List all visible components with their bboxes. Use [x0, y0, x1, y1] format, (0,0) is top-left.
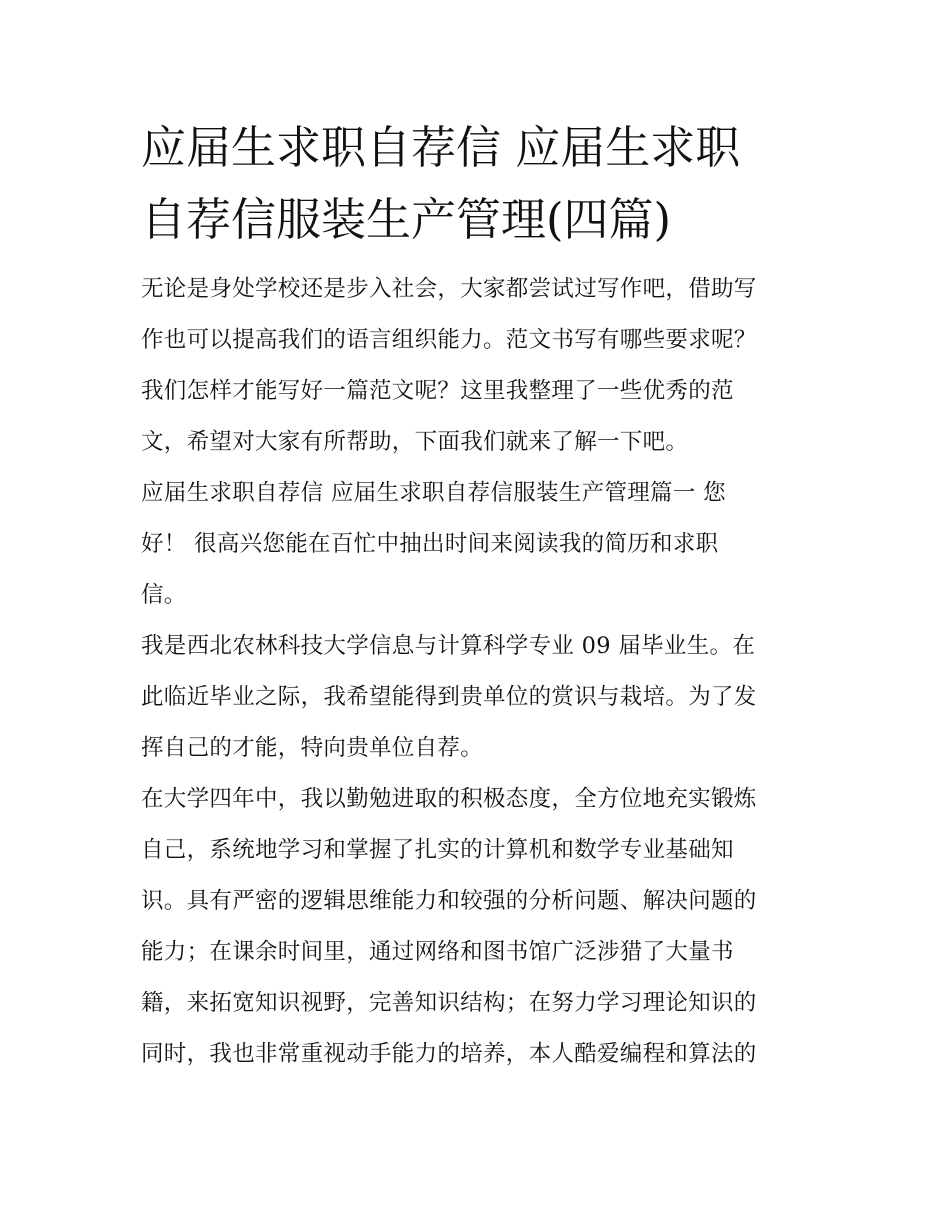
text-line: 文，希望对大家有所帮助，下面我们就来了解一下吧。: [141, 429, 689, 455]
text-line: 作也可以提高我们的语言组织能力。范文书写有哪些要求呢？: [141, 327, 757, 353]
text-line: 在大学四年中，我以勤勉进取的积极态度，全方位地充实锻炼: [141, 786, 757, 812]
text-line: 应届生求职自荐信 应届生求职自荐信服装生产管理篇一 您: [141, 480, 726, 506]
document-body: [141, 264, 813, 1080]
text-line: 挥自己的才能，特向贵单位自荐。: [141, 735, 484, 761]
text-line: 同时，我也非常重视动手能力的培养，本人酷爱编程和算法的: [141, 1041, 757, 1067]
text-line: 我们怎样才能写好一篇范文呢？这里我整理了一些优秀的范: [141, 378, 734, 404]
text-line: 能力；在课余时间里，通过网络和图书馆广泛涉猎了大量书: [141, 939, 734, 965]
document-title: [141, 112, 813, 256]
title-line: 自荐信服装生产管理(四篇): [141, 193, 672, 246]
experience-paragraph: [141, 774, 813, 1080]
text-line: 信。: [141, 582, 187, 608]
text-line: 好！ 很高兴您能在百忙中抽出时间来阅读我的简历和求职: [141, 531, 719, 557]
greeting-paragraph: [141, 468, 813, 621]
title-line: 应届生求职自荐信 应届生求职: [141, 121, 741, 174]
text-line: 识。具有严密的逻辑思维能力和较强的分析问题、解决问题的: [141, 888, 757, 914]
document-page: [141, 112, 813, 1080]
text-line: 籍，来拓宽知识视野，完善知识结构；在努力学习理论知识的: [141, 990, 757, 1016]
text-line: 无论是身处学校还是步入社会，大家都尝试过写作吧，借助写: [141, 276, 757, 302]
text-line: 自己，系统地学习和掌握了扎实的计算机和数学专业基础知: [141, 837, 734, 863]
intro-paragraph: [141, 264, 813, 468]
text-line: 此临近毕业之际，我希望能得到贵单位的赏识与栽培。为了发: [141, 684, 757, 710]
text-line: 我是西北农林科技大学信息与计算科学专业 09 届毕业生。在: [141, 633, 756, 659]
self-intro-paragraph: [141, 621, 813, 774]
